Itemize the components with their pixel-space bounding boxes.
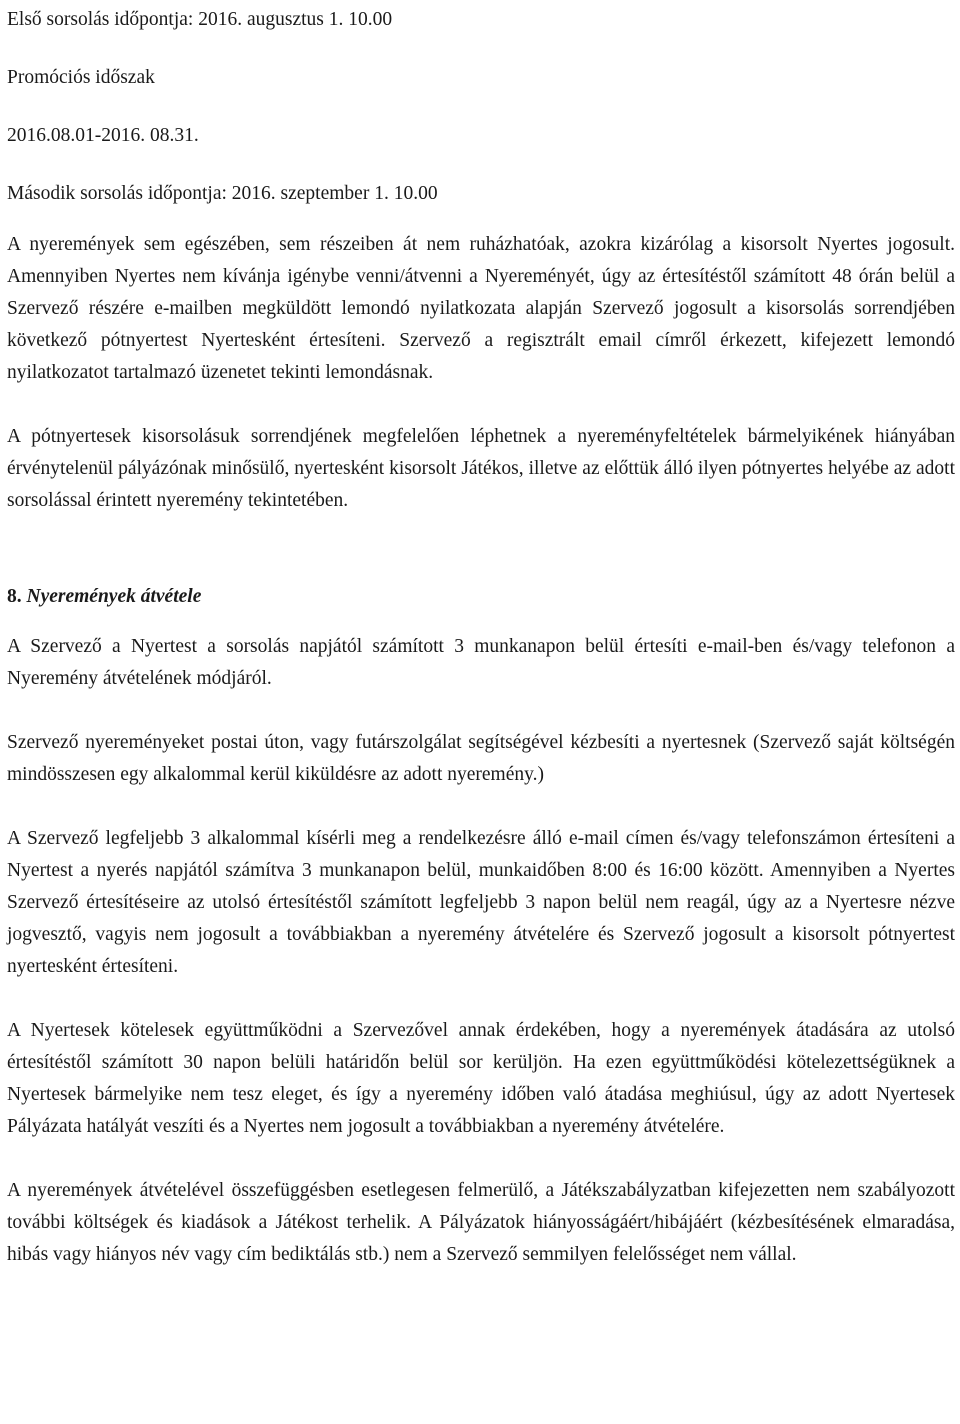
second-draw-date: Második sorsolás időpontja: 2016. szeptember 1. 10.00 [7, 183, 438, 204]
paragraph-costs: A nyeremények átvételével összefüggésben esetlegesen felmerülő, a Játékszabályzatban kifejezetten nem szabályozott további költségek és kiadások a Játékost terhelik. A Pályázatok hiányosságáért/hibájáért (kézbesítésének elmaradása, hibás vagy hiányos név vagy cím bediktálás stb.) nem a Szervező semmilyen felelősséget nem vállal. [7, 1180, 955, 1265]
paragraph-substitute-winners: A pótnyertesek kisorsolásuk sorrendjének megfelelően léphetnek a nyereményfeltételek bármelyikének hiányában érvénytelenül pályázónak minősülő, nyertesként kisorsolt Játékos, illetve az előttük álló ilyen pótnyertes helyébe az adott sorsolással érintett nyeremény tekintetében. [7, 426, 955, 511]
section-number: 8. [7, 586, 22, 607]
paragraph-contact-attempts: A Szervező legfeljebb 3 alkalommal kísérli meg a rendelkezésre álló e-mail címen és/vagy telefonszámon értesíteni a Nyertest a nyerés napjától számítva 3 munkanapon belül, munkaidőben 8:00 és 16:00 között. Amennyiben a Nyertes Szervező értesítéseire az utolsó értesítéstől számított legfeljebb 3 napon belül nem reagál, úgy az a Nyertesre nézve jogvesztő, vagyis nem jogosult a továbbiakban a nyeremény átvételére és Szervező jogosult a kisorsolt pótnyertest nyertesként értesíteni. [7, 828, 955, 977]
paragraph-notification: A Szervező a Nyertest a sorsolás napjától számított 3 munkanapon belül értesíti e-mail-ben és/vagy telefonon a Nyeremény átvételének módjáról. [7, 636, 955, 689]
document-page [7, 0, 955, 1271]
paragraph-cooperation: A Nyertesek kötelesek együttműködni a Szervezővel annak érdekében, hogy a nyeremények átadására az utolsó értesítéstől számított 30 napon belüli határidőn belül sor kerüljön. Ha ezen együttműködési kötelezettségüknek a Nyertesek bármelyike nem tesz eleget, és így a nyeremény időben való átadása meghiúsul, úgy az adott Nyertesek Pályázata hatályát veszíti és a Nyertes nem jogosult a továbbiakban a nyeremény átvételére. [7, 1020, 955, 1137]
section-title: Nyeremények átvétele [26, 586, 202, 607]
promo-period-dates: 2016.08.01-2016. 08.31. [7, 125, 199, 146]
section-heading [7, 581, 955, 613]
first-draw-date: Első sorsolás időpontja: 2016. augusztus 1. 10.00 [7, 9, 393, 30]
paragraph-transferability: A nyeremények sem egészében, sem részeiben át nem ruházhatóak, azokra kizárólag a kisorsolt Nyertes jogosult. Amennyiben Nyertes nem kívánja igénybe venni/átvenni a Nyereményét, úgy az értesítéstől számított 48 órán belül a Szervező részére e-mailben megküldött lemondó nyilatkozata alapján Szervező jogosult a kisorsolás sorrendjében következő pótnyertest Nyertesként értesíteni. Szervező a regisztrált email címről érkezett, kifejezett lemondó nyilatkozatot tartalmazó üzenetet tekinti lemondásnak. [7, 234, 955, 383]
promo-period-label: Promóciós időszak [7, 67, 155, 88]
paragraph-delivery: Szervező nyereményeket postai úton, vagy futárszolgálat segítségével kézbesíti a nyertesnek (Szervező saját költségén mindösszesen egy alkalommal kerül kiküldésre az adott nyeremény.) [7, 732, 955, 785]
